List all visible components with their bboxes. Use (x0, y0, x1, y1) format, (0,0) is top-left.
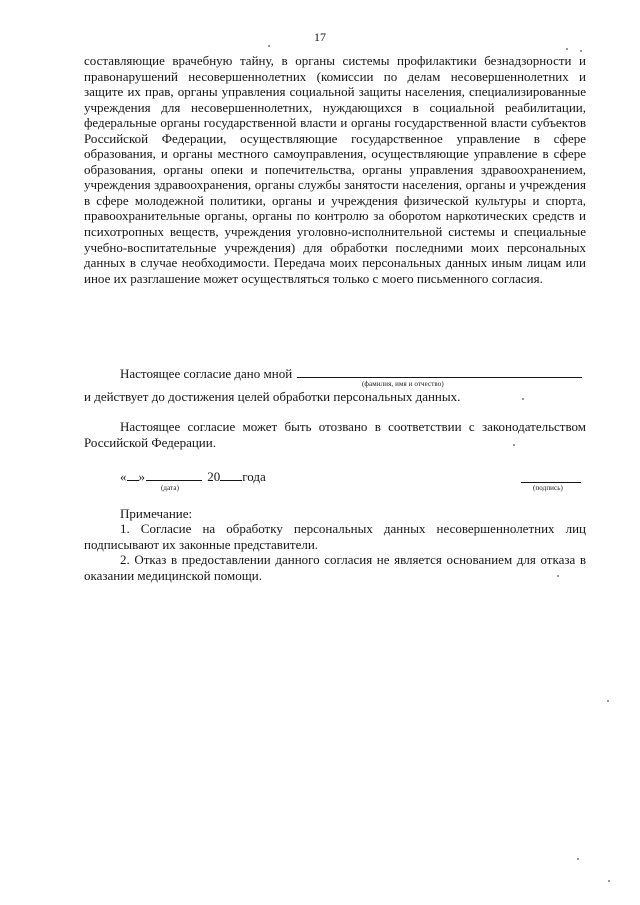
date-caption: (дата) (161, 484, 180, 492)
month-field[interactable] (146, 468, 202, 481)
scan-speck (607, 700, 609, 702)
year-suffix: года (242, 469, 266, 484)
revocation-text-content: Настоящее согласие может быть отозвано в соответствии с законодательством Российской Федерации. (84, 419, 586, 450)
page-number: 17 (314, 30, 326, 44)
day-field[interactable] (127, 468, 139, 481)
year-field[interactable] (220, 468, 242, 481)
consent-body-text: составляющие врачебную тайну, в органы системы профилактики безнадзорности и правонарушений несовершеннолетних (комиссии по делам несовершеннолетних и защите их прав, органы управления социальной защиты населения, специализированные учреждения для несовершеннолетних, нуждающихся в социальной реабилитации, федеральные органы государственной власти и органы государственной власти субъектов Российской Федерации, осуществляющие государственное управление в сфере образования, и органы местного самоуправления, осуществляющие управление в сфере образования, органы опеки и попечительства, органы управления здравоохранением, учреждения здравоохранения, органы службы занятости населения, органы и учреждения в сфере молодежной политики, органы и учреждения физической культуры и спорта, правоохранительные органы, органы по контролю за оборотом наркотических средств и психотропных веществ, учреждения уголовно-исполнительной системы и специальные учебно-воспитательные учреждения) для обработки последними моих персональных данных в случае необходимости. Передача моих персональных данных иным лицам или иное их разглашение может осуществляться только с моего письменного согласия. (84, 53, 586, 286)
signature-field[interactable] (521, 468, 581, 483)
scan-speck (566, 48, 568, 50)
scan-speck (522, 398, 524, 400)
scan-speck (268, 45, 270, 47)
year-prefix: 20 (207, 469, 221, 484)
note-item-1-text: 1. Согласие на обработку персональных данных несовершеннолетних лиц подписывают их законные представители. (84, 521, 586, 552)
scan-speck (513, 444, 515, 446)
consent-validity-text: и действует до достижения целей обработки персональных данных. (84, 389, 461, 404)
consent-given-label: Настоящее согласие дано мной (120, 366, 293, 381)
consent-given-line (84, 365, 586, 381)
full-name-field[interactable] (297, 365, 582, 378)
date-line (120, 468, 266, 485)
scan-speck (580, 50, 582, 52)
note-item-1 (84, 521, 586, 552)
date-close-quote: » (138, 469, 145, 484)
note-item-2 (84, 552, 586, 583)
note-item-2-text: 2. Отказ в предоставлении данного согласия не является основанием для отказа в оказании медицинской помощи. (84, 552, 586, 583)
scan-speck (577, 858, 579, 860)
scan-speck (608, 880, 610, 882)
notes-title: Примечание: (120, 506, 193, 521)
full-name-caption: (фамилия, имя и отчество) (362, 380, 444, 388)
revocation-text (84, 419, 586, 450)
scan-speck (557, 575, 559, 577)
date-open-quote: « (120, 469, 127, 484)
signature-caption: (подпись) (533, 484, 563, 492)
